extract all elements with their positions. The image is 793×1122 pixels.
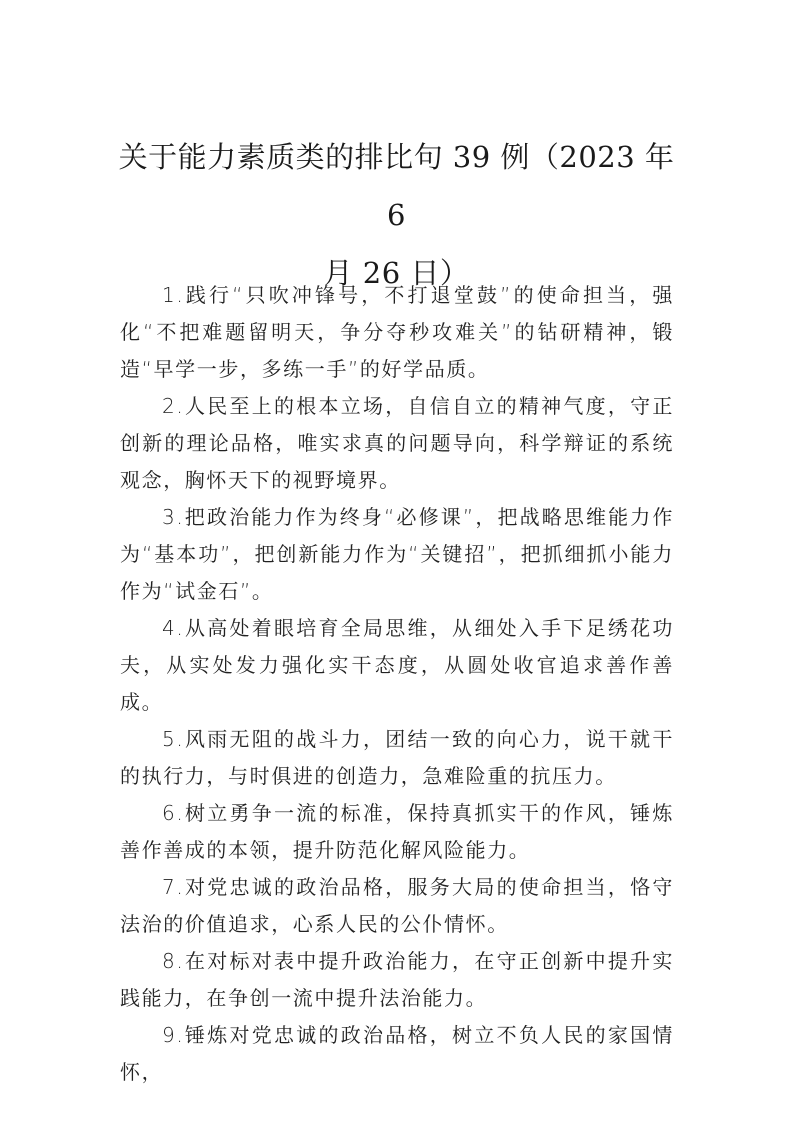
paragraph-8: 8.在对标对表中提升政治能力，在守正创新中提升实践能力，在争创一流中提升法治能力。: [120, 949, 674, 1010]
paragraph-1: 1.践行“只吹冲锋号，不打退堂鼓”的使命担当，强化“不把难题留明天，争分夺秒攻难关”的钻研精神，锻造“早学一步，多练一手”的好学品质。: [120, 283, 674, 381]
title-line-2: 月 26 日）: [323, 256, 470, 290]
paragraph-5: 5.风雨无阻的战斗力，团结一致的向心力，说干就干的执行力，与时俱进的创造力，急难险重的抗压力。: [120, 727, 674, 788]
paragraph-6: 6.树立勇争一流的标准，保持真抓实干的作风，锤炼善作善成的本领，提升防范化解风险能力。: [120, 801, 674, 862]
paragraph-3: 3.把政治能力作为终身“必修课”，把战略思维能力作为“基本功”，把创新能力作为“关键招”，把抓细抓小能力作为“试金石”。: [120, 505, 674, 603]
title-line-1: 关于能力素质类的排比句 39 例（2023 年 6: [118, 140, 675, 232]
paragraph-4: 4.从高处着眼培育全局思维，从细处入手下足绣花功夫，从实处发力强化实干态度，从圆处收官追求善作善成。: [120, 616, 674, 714]
paragraph-9: 9.锤炼对党忠诚的政治品格，树立不负人民的家国情怀，: [120, 1023, 674, 1084]
paragraph-2: 2.人民至上的根本立场，自信自立的精神气度，守正创新的理论品格，唯实求真的问题导向，科学辩证的系统观念，胸怀天下的视野境界。: [120, 394, 674, 492]
document-title: [110, 128, 683, 302]
document-body: [120, 277, 674, 1091]
paragraph-7: 7.对党忠诚的政治品格，服务大局的使命担当，恪守法治的价值追求，心系人民的公仆情怀。: [120, 875, 674, 936]
